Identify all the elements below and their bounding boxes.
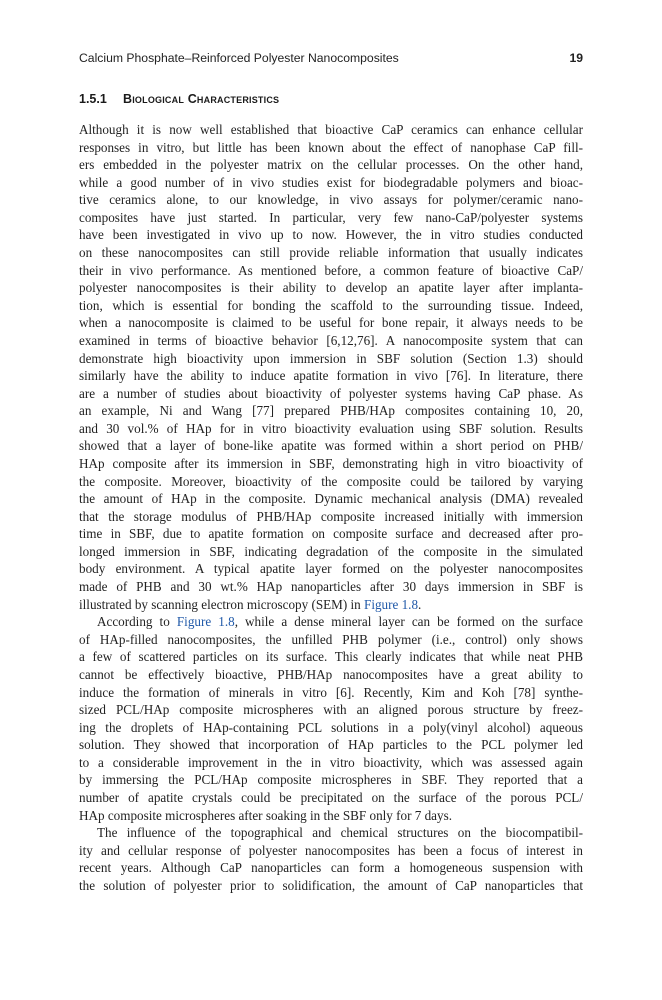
text-line: when a nanocomposite is claimed to be useful for bone repair, it always needs to be: [79, 315, 583, 331]
text-line: Although it is now well established that bioactive CaP ceramics can enhance cellular: [79, 122, 583, 137]
running-head-title: Calcium Phosphate–Reinforced Polyester Nanocomposites: [79, 51, 399, 65]
text-line: the amount of HAp in the composite. Dynamic mechanical analysis (DMA) revealed: [79, 491, 583, 507]
text-span: , while a dense mineral layer can be formed on the surface: [234, 614, 583, 630]
text-line: ing the droplets of HAp-containing PCL solutions in a poly(vinyl alcohol) aqueous: [79, 719, 583, 735]
text-line: their in vivo performance. As mentioned before, a common feature of bioactive CaP/: [79, 262, 583, 278]
text-line: responses in vitro, but little has been known about the effect of nanophase CaP fill-: [79, 139, 583, 155]
text-span: .: [418, 596, 422, 612]
text-line: ity and cellular response of polyester nanocomposites has been a focus of interest in: [79, 842, 583, 858]
section-heading: [79, 92, 279, 112]
paragraph: [79, 824, 583, 894]
text-line: and 30 vol.% of HAp for in vitro bioactivity evaluation using SBF solution. Results: [79, 420, 583, 436]
text-line: to a considerable improvement in the in vitro bioactivity, which was assessed again: [79, 754, 583, 770]
text-line: of HAp-filled nanocomposites, the unfilled PHB polymer (i.e., control) only shows: [79, 631, 583, 647]
text-line: induce the formation of minerals in vitro [6]. Recently, Kim and Koh [78] synthe-: [79, 684, 583, 700]
text-line: by immersing the PCL/HAp composite microspheres in SBF. They reported that a: [79, 772, 583, 788]
text-line: sized PCL/HAp composite microspheres with an aligned porous structure by freez-: [79, 702, 583, 718]
paragraph: [79, 121, 583, 613]
text-line: composites have just started. In particular, very few nano-CaP/polyester systems: [79, 209, 583, 225]
text-line: tion, which is essential for bonding the scaffold to the surrounding tissue. Indeed,: [79, 297, 583, 313]
text-line: demonstrate high bioactivity upon immersion in SBF solution (Section 1.3) should: [79, 350, 583, 366]
text-line: ers embedded in the polyester matrix on the cellular processes. On the other hand,: [79, 157, 583, 173]
body-text: [79, 121, 583, 894]
figure-link[interactable]: Figure 1.8: [176, 614, 235, 630]
text-line: HAp composite microspheres after soaking in the SBF only for 7 days.: [79, 807, 452, 823]
text-line: recent years. Although CaP nanoparticles can form a homogeneous suspension with: [79, 860, 583, 876]
text-line: an example, Ni and Wang [77] prepared PHB/HAp composites containing 10, 20,: [79, 403, 583, 419]
text-line: that the storage modulus of PHB/HAp composite increased initially with immersion: [79, 508, 583, 524]
text-span: According to: [97, 614, 177, 630]
text-line: solution. They showed that incorporation of HAp particles to the PCL polymer led: [79, 737, 583, 753]
paragraph: [79, 613, 583, 824]
text-line: have been investigated in vivo up to now. However, the in vitro studies conducted: [79, 227, 583, 243]
text-line: the composite. Moreover, bioactivity of the composite could be tailored by varying: [79, 473, 583, 489]
text-line: are a number of studies about bioactivity of polyester systems having CaP phase. As: [79, 385, 583, 401]
text-line: body environment. A typical apatite layer formed on the polyester nanocomposites: [79, 561, 583, 577]
text-line: [79, 596, 583, 614]
text-line: made of PHB and 30 wt.% HAp nanoparticles after 30 days immersion in SBF is: [79, 579, 583, 595]
text-line: time in SBF, due to apatite formation on composite surface and decreased after pro-: [79, 526, 583, 542]
text-span: illustrated by scanning electron microscopy (SEM) in: [79, 596, 365, 612]
text-line: cannot be effectively bioactive, PHB/HAp nanocomposites have a great ability to: [79, 666, 583, 682]
text-line: a few of scattered particles on its surface. This clearly indicates that while neat PHB: [79, 649, 583, 665]
text-line: tive ceramics alone, to our knowledge, in vivo assays for polymer/ceramic nano-: [79, 192, 583, 208]
text-line: on these nanocomposites can still provide reliable information that usually indicates: [79, 245, 583, 261]
text-line: polyester nanocomposites is their ability to develop an apatite layer after implanta-: [79, 280, 583, 296]
running-head: [79, 51, 583, 71]
text-line: similarly have the ability to induce apatite formation in vivo [76]. In literature, there: [79, 368, 583, 384]
figure-link[interactable]: Figure 1.8: [364, 596, 419, 612]
section-title: Biological Characteristics: [123, 92, 280, 106]
text-line: [79, 613, 583, 631]
text-line: showed that a layer of bone-like apatite was formed within a short period on PHB/: [79, 438, 583, 454]
text-line: number of apatite crystals could be precipitated on the surface of the porous PCL/: [79, 789, 583, 805]
page-number: 19: [569, 51, 583, 65]
text-line: HAp composite after its immersion in SBF, demonstrating high in vitro bioactivity of: [79, 455, 583, 471]
text-line: longed immersion in SBF, indicating degradation of the composite in the simulated: [79, 543, 583, 559]
text-line: The influence of the topographical and chemical structures on the biocompatibil-: [97, 825, 583, 841]
text-line: examined in terms of bioactive behavior [6,12,76]. A nanocomposite system that can: [79, 332, 583, 348]
section-number: 1.5.1: [79, 92, 107, 106]
text-line: the solution of polyester prior to solidification, the amount of CaP nanoparticles that: [79, 877, 583, 893]
text-line: while a good number of in vivo studies exist for biodegradable polymers and bioac-: [79, 174, 583, 190]
